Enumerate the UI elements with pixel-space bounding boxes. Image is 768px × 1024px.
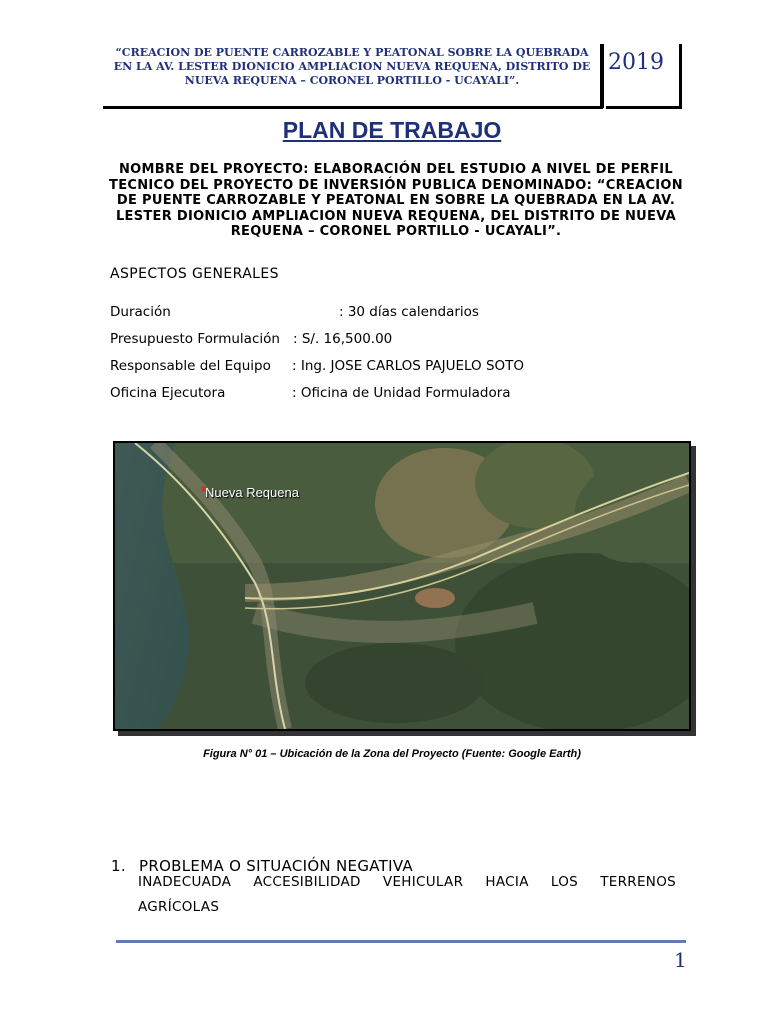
info-value: : Ing. JOSE CARLOS PAJUELO SOTO [292, 358, 525, 374]
map-location-label: Nueva Requena [205, 485, 299, 500]
header-title: “CREACION DE PUENTE CARROZABLE Y PEATONAL SOBRE LA QUEBRADA EN LA AV. LESTER DIONICIO AMPLIACION NUEVA REQUENA, DISTRITO DE NUEVA REQUENA – CORONEL PORTILLO - UCAYALI”. [113, 46, 591, 87]
info-value: : 30 días calendarios [339, 304, 479, 320]
project-name: NOMBRE DEL PROYECTO: ELABORACIÓN DEL ESTUDIO A NIVEL DE PERFIL TECNICO DEL PROYECTO DE INVERSIÓN PUBLICA DENOMINADO: “CREACION DE PUENTE CARROZABLE Y PEATONAL EN SOBRE LA QUEBRADA EN LA AV. LESTER DIONICIO AMPLIACION NUEVA REQUENA, DEL DISTRITO DE NUEVA REQUENA – CORONEL PORTILLO - UCAYALI”. [109, 162, 683, 239]
section-heading-problema [111, 857, 413, 875]
page-number: 1 [674, 948, 687, 972]
satellite-image [113, 441, 691, 731]
info-value: : S/. 16,500.00 [293, 331, 393, 347]
footer-divider [116, 940, 686, 943]
info-label: Presupuesto Formulación [110, 331, 280, 347]
header-year: 2019 [608, 50, 664, 75]
info-label: Duración [110, 304, 171, 320]
figure-caption: Figura N° 01 – Ubicación de la Zona del Proyecto (Fuente: Google Earth) [203, 748, 581, 760]
section-body-line: AGRÍCOLAS [138, 899, 220, 915]
info-value: : Oficina de Unidad Formuladora [292, 385, 511, 401]
page-title: PLAN DE TRABAJO [282, 117, 502, 143]
info-label: Oficina Ejecutora [110, 385, 226, 401]
section-title: PROBLEMA O SITUACIÓN NEGATIVA [139, 857, 413, 875]
info-label: Responsable del Equipo [110, 358, 271, 374]
section-body-line: INADECUADA ACCESIBILIDAD VEHICULAR HACIA LOS TERRENOS [138, 874, 676, 890]
header-divider [601, 44, 604, 108]
section-number: 1. [111, 857, 126, 875]
section-heading-aspectos: ASPECTOS GENERALES [110, 266, 279, 282]
